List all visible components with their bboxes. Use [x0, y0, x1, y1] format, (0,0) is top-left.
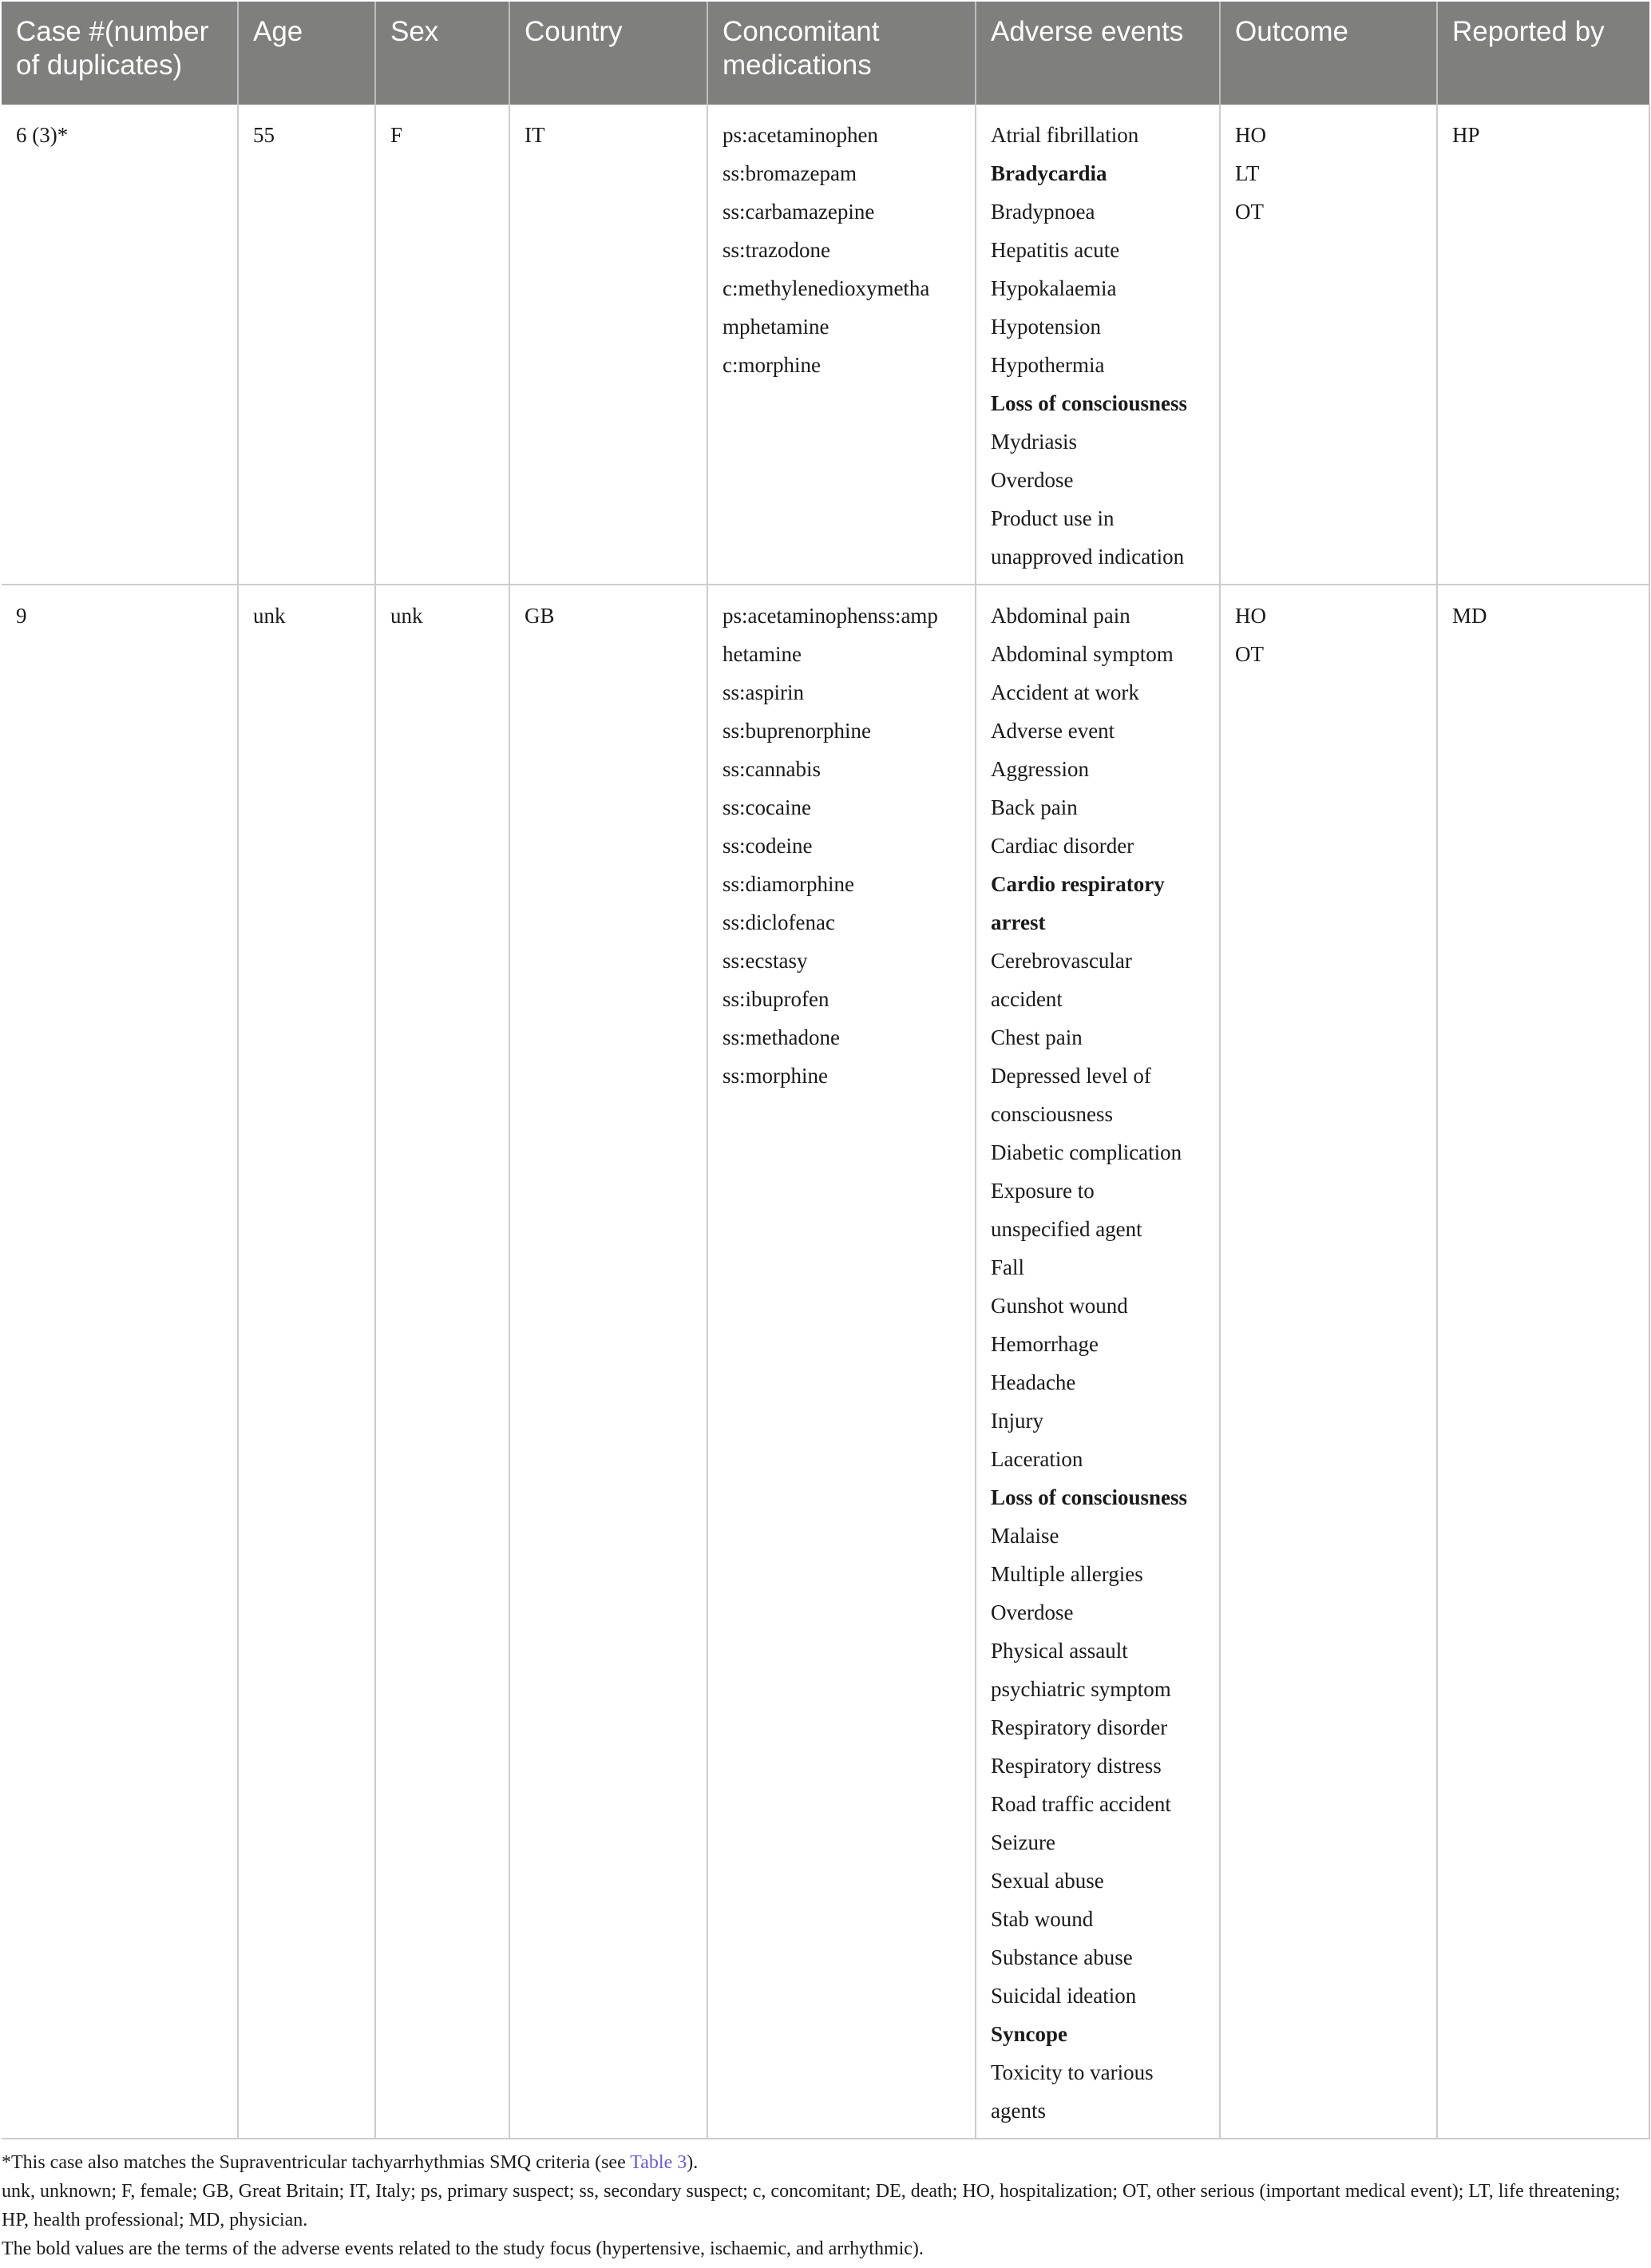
adverse-event-term: Chest pain [991, 1025, 1083, 1049]
cell-line: hetamine [723, 642, 802, 666]
cell-adverse-events [976, 585, 1220, 2139]
adverse-event-term: psychiatric symptom [991, 1677, 1171, 1701]
adverse-event-term: Toxicity to various [991, 2060, 1154, 2084]
header-sex: Sex [375, 2, 509, 105]
adverse-event-term: consciousness [991, 1102, 1113, 1126]
footnote-smq-text: *This case also matches the Supraventricular tachyarrhythmias SMQ criteria (see [2, 2152, 631, 2173]
adverse-event-term: Injury [991, 1409, 1043, 1433]
adverse-event-term: Respiratory disorder [991, 1715, 1168, 1739]
adverse-event-term: Physical assault [991, 1639, 1128, 1663]
cell-line: ss:bromazepam [723, 161, 857, 185]
adverse-event-term: Mydriasis [991, 430, 1077, 454]
adverse-event-term: Depressed level of [991, 1064, 1151, 1088]
adverse-event-term: Laceration [991, 1447, 1083, 1471]
cell-line: ss:cannabis [723, 757, 821, 781]
cell-line: ss:diclofenac [723, 910, 835, 934]
cell-reported-by: HP [1437, 105, 1649, 585]
adverse-event-term: Abdominal pain [991, 604, 1130, 628]
header-country: Country [509, 2, 707, 105]
cell-medications [707, 585, 976, 2139]
adverse-event-term: Adverse event [991, 719, 1115, 743]
header-adverse-events: Adverse events [976, 2, 1220, 105]
adverse-event-term: Headache [991, 1370, 1076, 1394]
cell-sex: F [375, 105, 509, 585]
adverse-event-term: Hypokalaemia [991, 276, 1117, 300]
adverse-event-term: Stab wound [991, 1907, 1094, 1931]
cell-line: mphetamine [723, 315, 829, 339]
footnote-bold-explanation: The bold values are the terms of the adverse events related to the study focus (hypertensive, ischaemic, and arrhythmic). [2, 2238, 924, 2259]
cell-line: HO [1235, 123, 1266, 147]
adverse-event-term: Cardio respiratory [991, 872, 1165, 896]
cell-adverse-events [976, 105, 1220, 585]
adverse-event-term: Abdominal symptom [991, 642, 1174, 666]
adverse-event-term: Exposure to [991, 1179, 1095, 1203]
cell-line: ss:diamorphine [723, 872, 854, 896]
table-footnotes [2, 2148, 1646, 2263]
cell-line: ss:buprenorphine [723, 719, 871, 743]
adverse-event-term: Hepatitis acute [991, 238, 1120, 262]
footnote-abbreviations: unk, unknown; F, female; GB, Great Britain; IT, Italy; ps, primary suspect; ss, secondary suspect; c, concomitant; DE, death; HO, hospitalization; OT, other serious (important medical event); LT, life threatening; HP, health professional; MD, physician. [2, 2181, 1621, 2230]
cell-line: HO [1235, 604, 1266, 628]
adverse-event-term: Respiratory distress [991, 1754, 1162, 1778]
cell-reported-by: MD [1437, 585, 1649, 2139]
adverse-event-term: Road traffic accident [991, 1792, 1171, 1816]
cell-line: LT [1235, 161, 1260, 185]
cell-line: ss:aspirin [723, 680, 805, 704]
adverse-event-term: agents [991, 2099, 1046, 2123]
adverse-event-term: Accident at work [991, 680, 1139, 704]
adverse-event-term: accident [991, 987, 1063, 1011]
adverse-event-term: Hypothermia [991, 353, 1105, 377]
table-row [2, 105, 1649, 585]
adverse-event-term: Overdose [991, 1600, 1074, 1624]
adverse-event-term: arrest [991, 910, 1046, 934]
adverse-event-term: Aggression [991, 757, 1089, 781]
adverse-event-term: Substance abuse [991, 1945, 1133, 1969]
cell-line: ss:trazodone [723, 238, 830, 262]
adverse-event-term: Cerebrovascular [991, 949, 1132, 973]
adverse-event-term: Bradypnoea [991, 200, 1095, 224]
adverse-event-term: Loss of consciousness [991, 1485, 1188, 1509]
adverse-event-term: Hypotension [991, 315, 1101, 339]
cell-line: ss:cocaine [723, 795, 811, 819]
adverse-event-term: unapproved indication [991, 545, 1185, 569]
adverse-event-term: Hemorrhage [991, 1332, 1099, 1356]
adverse-event-term: Atrial fibrillation [991, 123, 1139, 147]
cell-age: unk [238, 585, 375, 2139]
adverse-event-term: Overdose [991, 468, 1074, 492]
cell-line: ss:ecstasy [723, 949, 808, 973]
cell-line: OT [1235, 642, 1264, 666]
header-outcome: Outcome [1220, 2, 1437, 105]
adverse-event-term: Seizure [991, 1830, 1055, 1854]
cell-age: 55 [238, 105, 375, 585]
cell-country: IT [509, 105, 707, 585]
header-medications: Concomitant medications [707, 2, 976, 105]
cell-outcome [1220, 105, 1437, 585]
cell-line: ps:acetaminophen [723, 123, 878, 147]
cell-case: 9 [2, 585, 238, 2139]
adverse-event-term: Gunshot wound [991, 1294, 1128, 1318]
cell-line: ss:ibuprofen [723, 987, 829, 1011]
cell-case: 6 (3)* [2, 105, 238, 585]
table-row [2, 585, 1649, 2139]
adverse-event-term: Product use in [991, 506, 1115, 530]
cell-line: c:methylenedioxymetha [723, 276, 930, 300]
cell-line: ss:carbamazepine [723, 200, 875, 224]
cell-line: OT [1235, 200, 1264, 224]
cell-outcome [1220, 585, 1437, 2139]
cell-medications [707, 105, 976, 585]
header-reported-by: Reported by [1437, 2, 1649, 105]
adverse-event-term: Bradycardia [991, 161, 1107, 185]
cell-country: GB [509, 585, 707, 2139]
footnote-smq [2, 2148, 1646, 2177]
table-3-link[interactable]: Table 3 [630, 2152, 687, 2173]
cell-sex: unk [375, 585, 509, 2139]
adverse-event-term: Malaise [991, 1524, 1059, 1548]
table-header-row [2, 2, 1649, 105]
adverse-event-term: Syncope [991, 2022, 1068, 2046]
cell-line: ss:codeine [723, 834, 813, 858]
cell-line: c:morphine [723, 353, 821, 377]
header-age: Age [238, 2, 375, 105]
adverse-event-term: Back pain [991, 795, 1078, 819]
adverse-event-term: unspecified agent [991, 1217, 1142, 1241]
cell-line: ps:acetaminophenss:amp [723, 604, 938, 628]
adverse-event-term: Multiple allergies [991, 1562, 1143, 1586]
cell-line: ss:morphine [723, 1064, 828, 1088]
adverse-event-term: Fall [991, 1255, 1025, 1279]
adverse-event-term: Cardiac disorder [991, 834, 1134, 858]
adverse-event-term: Sexual abuse [991, 1869, 1104, 1893]
adverse-events-table [2, 2, 1650, 2139]
cell-line: ss:methadone [723, 1025, 840, 1049]
adverse-event-term: Diabetic complication [991, 1140, 1182, 1164]
header-case: Case #(number of duplicates) [2, 2, 238, 105]
adverse-event-term: Loss of consciousness [991, 391, 1188, 415]
adverse-event-term: Suicidal ideation [991, 1984, 1137, 2008]
footnote-smq-end: ). [687, 2152, 699, 2173]
